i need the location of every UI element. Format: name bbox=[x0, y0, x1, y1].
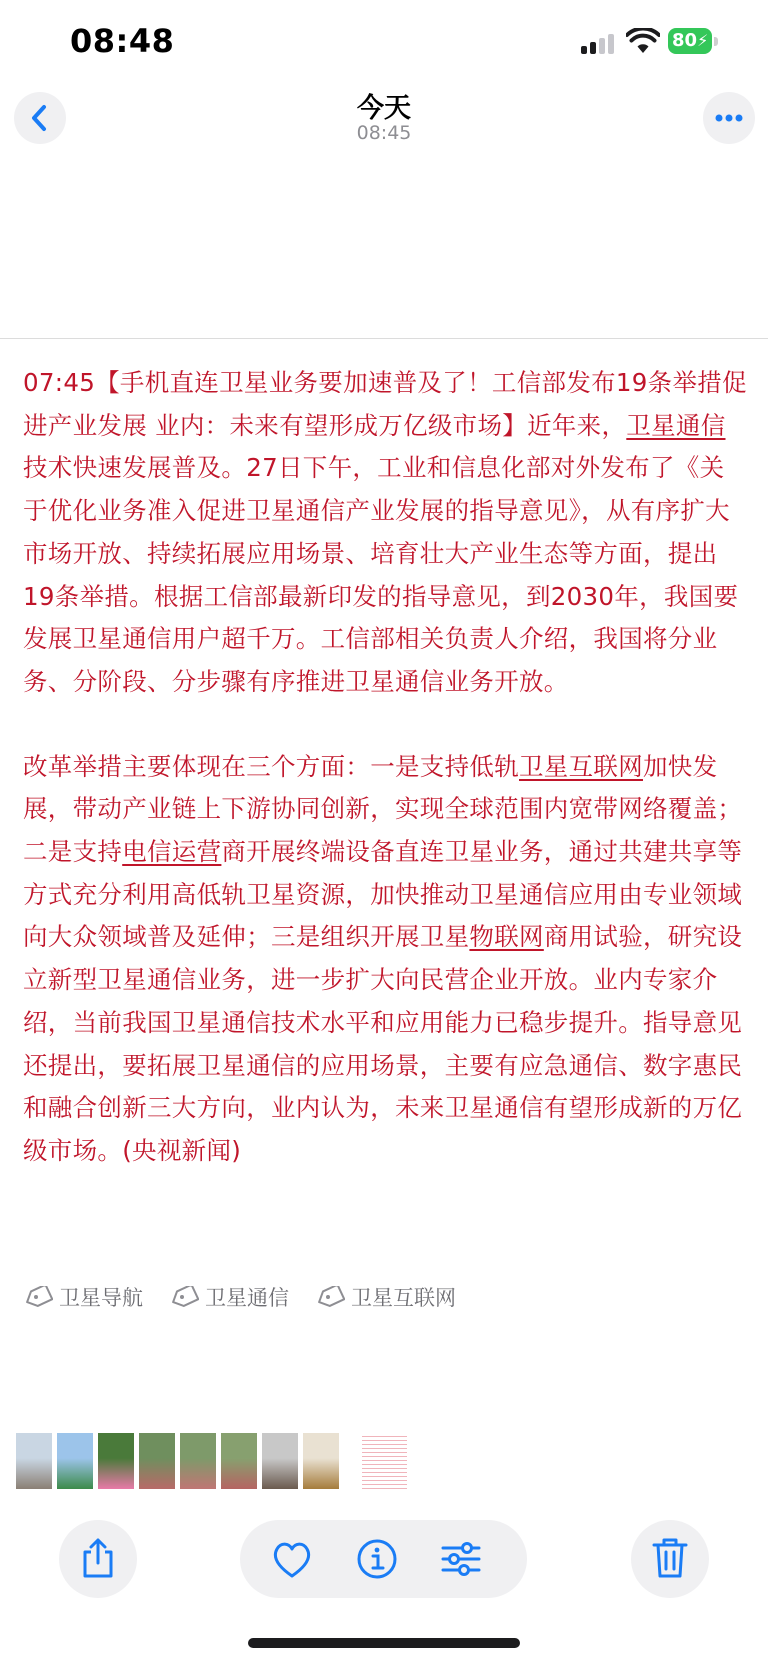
thumb-person[interactable] bbox=[262, 1433, 298, 1489]
thumb-runner-2[interactable] bbox=[180, 1433, 216, 1489]
article-paragraph-2 bbox=[23, 746, 748, 1173]
status-time: 08:48 bbox=[70, 22, 175, 60]
tag-item[interactable] bbox=[169, 1280, 289, 1314]
more-icon bbox=[703, 92, 755, 144]
thumbnail-strip[interactable] bbox=[16, 1433, 407, 1489]
article-paragraph-1 bbox=[23, 362, 748, 704]
keyword-link[interactable]: 卫星互联网 bbox=[519, 751, 643, 781]
adjust-icon[interactable] bbox=[440, 1540, 482, 1578]
thumb-road[interactable] bbox=[16, 1433, 52, 1489]
bottom-toolbar bbox=[0, 1520, 768, 1610]
cellular-signal-icon bbox=[581, 32, 617, 54]
thumb-runner-3[interactable] bbox=[221, 1433, 257, 1489]
keyword-link[interactable]: 电信运营 bbox=[122, 837, 222, 867]
text-segment: 技术快速发展普及。27日下午，工业和信息化部对外发布了《关于优化业务准入促进卫星通信产业发展的指导意见》，从有序扩大市场开放、持续拓展应用场景、培育壮大产业生态等方面，提出19条举措。根据工信部最新印发的指导意见，到2030年，我国要发展卫星通信用户超千万。工信部相关负责人介绍，我国将分业务、分阶段、分步骤有序推进卫星通信业务开放。 bbox=[23, 453, 739, 696]
thumb-flower[interactable] bbox=[98, 1433, 134, 1489]
tag-icon bbox=[315, 1286, 345, 1308]
thumb-runner-1[interactable] bbox=[139, 1433, 175, 1489]
heart-icon[interactable] bbox=[270, 1538, 314, 1580]
battery-icon: 80⚡ bbox=[668, 28, 720, 56]
keyword-link[interactable]: 卫星通信 bbox=[626, 410, 726, 440]
share-icon bbox=[79, 1536, 117, 1580]
tag-icon bbox=[169, 1286, 199, 1308]
action-pill bbox=[240, 1520, 527, 1598]
tag-icon bbox=[23, 1286, 53, 1308]
delete-button[interactable] bbox=[631, 1520, 709, 1598]
text-segment: 商用试验，研究设立新型卫星通信业务，进一步扩大向民营企业开放。业内专家介绍，当前我国卫星通信技术水平和应用能力已稳步提升。指导意见还提出，要拓展卫星通信的应用场景，主要有应急通信、数字惠民和融合创新三大方向，业内认为，未来卫星通信有望形成新的万亿级市场。(央视新闻) bbox=[23, 922, 743, 1165]
battery-level: 80 bbox=[672, 30, 698, 51]
trash-icon bbox=[651, 1536, 689, 1580]
page-title: 今天 bbox=[357, 93, 411, 124]
text-segment: 07:45【手机直连卫星业务要加速普及了！工信部发布19条举措促进产业发展 业内：未来有望形成万亿级市场】近年来， bbox=[23, 368, 747, 440]
tag-label: 卫星导航 bbox=[59, 1286, 143, 1310]
tag-label: 卫星互联网 bbox=[351, 1286, 456, 1310]
status-bar bbox=[0, 0, 768, 90]
tag-item[interactable] bbox=[315, 1280, 456, 1314]
tag-item[interactable] bbox=[23, 1280, 143, 1314]
text-segment: 商开展终端设备直连卫星业务，通过共建共享等方式充分利用高低轨卫星资源，加快推动卫星通信应用由专业领域向大众领域普及延伸；三是组织开展卫星 bbox=[23, 837, 743, 952]
home-indicator bbox=[248, 1638, 520, 1648]
tag-list bbox=[23, 1280, 456, 1314]
thumb-text[interactable] bbox=[362, 1433, 407, 1489]
tag-label: 卫星通信 bbox=[205, 1286, 289, 1310]
text-segment: 改革举措主要体现在三个方面：一是支持低轨 bbox=[23, 751, 519, 781]
thumb-food[interactable] bbox=[303, 1433, 339, 1489]
page-subtitle: 08:45 bbox=[356, 122, 412, 144]
share-button[interactable] bbox=[59, 1520, 137, 1598]
nav-bar bbox=[0, 80, 768, 160]
keyword-link[interactable]: 物联网 bbox=[469, 922, 544, 952]
article-text bbox=[23, 362, 748, 1173]
wifi-icon bbox=[626, 28, 660, 54]
divider bbox=[0, 338, 768, 339]
thumb-track[interactable] bbox=[57, 1433, 93, 1489]
more-button[interactable] bbox=[703, 92, 755, 144]
info-icon[interactable] bbox=[356, 1538, 398, 1580]
text-segment: 加快发展，带动产业链上下游协同创新，实现全球范围内宽带网络覆盖；二是支持 bbox=[23, 751, 743, 867]
